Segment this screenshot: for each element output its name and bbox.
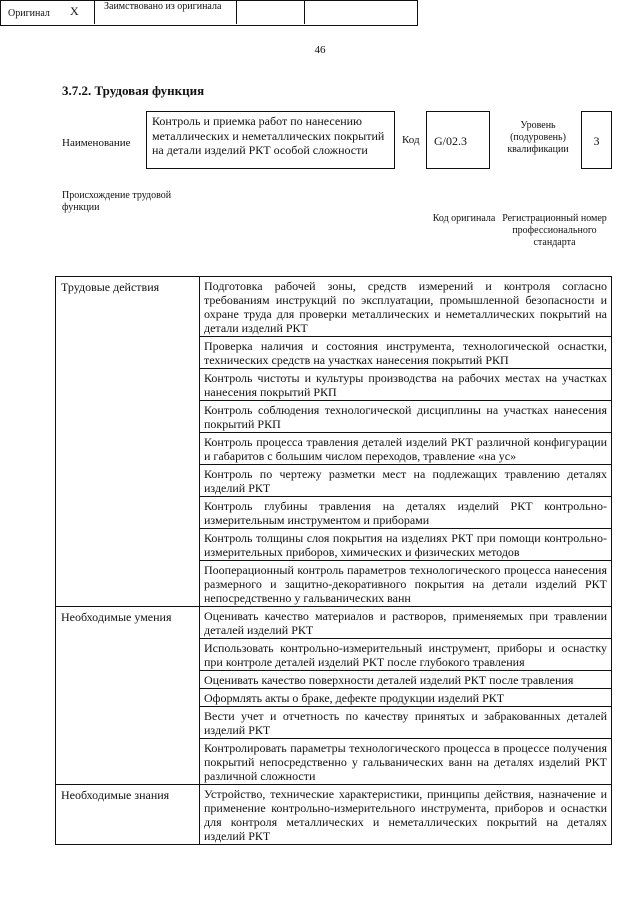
code-value: G/02.3	[426, 111, 490, 169]
section-title-skills: Необходимые умения	[56, 607, 200, 785]
labor-function-table	[55, 276, 612, 845]
original-label: Оригинал	[8, 8, 50, 19]
list-item: Контролировать параметры технологического процесса в процессе получения покрытий непосредственно у гальванических ванн на деталях изделий РКТ различной сложности	[200, 739, 612, 785]
list-item: Контроль глубины травления на деталях изделий РКТ контрольно-измерительным инструментом и приборами	[200, 497, 612, 529]
list-item: Пооперационный контроль параметров технологического процесса нанесения размерного и защитно-декоративного покрытия на детали изделий РКТ непосредственно у гальванических ванн	[200, 561, 612, 607]
list-item: Оформлять акты о браке, дефекте продукции изделий РКТ	[200, 689, 612, 707]
original-mark: X	[70, 4, 79, 18]
reg-number-caption: Регистрационный номер профессионального стандарта	[502, 213, 607, 248]
code-original-cell	[237, 0, 305, 24]
list-item: Контроль процесса травления деталей изделий РКТ различной конфигурации и габаритов с большим числом переходов, травление «на ус»	[200, 433, 612, 465]
list-item: Устройство, технические характеристики, принципы действия, назначение и применение контрольно-измерительного инструмента, приборов и оснастки для контроля металлических и неметаллических покрытий на деталях изделий РКТ	[200, 785, 612, 845]
section-title-actions: Трудовые действия	[56, 277, 200, 607]
origin-row	[0, 0, 418, 26]
list-item: Оценивать качество материалов и растворов, применяемых при травлении деталей изделий РКТ	[200, 607, 612, 639]
list-item: Оценивать качество поверхности деталей изделий РКТ после травления	[200, 671, 612, 689]
list-item: Использовать контрольно-измерительный инструмент, приборы и оснастку при контроле деталей изделий РКТ после глубокого травления	[200, 639, 612, 671]
borrowed-cell	[95, 0, 237, 24]
section-title-knowledge: Необходимые знания	[56, 785, 200, 845]
table-row	[56, 785, 612, 845]
list-item: Контроль соблюдения технологической дисциплины на участках нанесения покрытий РКП	[200, 401, 612, 433]
name-label: Наименование	[62, 137, 131, 149]
borrowed-label: Заимствовано из оригинала	[104, 1, 222, 12]
list-item: Контроль чистоты и культуры производства на рабочих местах на участках нанесения покрытий РКП	[200, 369, 612, 401]
name-value: Контроль и приемка работ по нанесению металлических и неметаллических покрытий на детали изделий РКТ особой сложности	[146, 111, 395, 169]
list-item: Контроль по чертежу разметки мест на подлежащих травлению деталях изделий РКТ	[200, 465, 612, 497]
table-row	[56, 277, 612, 337]
original-cell	[0, 0, 95, 24]
list-item: Вести учет и отчетность по качеству принятых и забракованных деталей изделий РКТ	[200, 707, 612, 739]
page-number: 46	[314, 44, 326, 56]
table-row	[56, 607, 612, 639]
list-item: Подготовка рабочей зоны, средств измерений и контроля согласно требованиям инструкций по эксплуатации, промышленной безопасности и охране труда для проверки металлических и неметаллических покрытий на детали изделий РКТ	[200, 277, 612, 337]
level-value: 3	[581, 111, 612, 169]
list-item: Проверка наличия и состояния инструмента, технологической оснастки, технических средств на участках нанесения покрытий РКП	[200, 337, 612, 369]
origin-label: Происхождение трудовой функции	[62, 190, 172, 213]
level-label: Уровень (подуровень) квалификации	[507, 120, 569, 155]
code-label: Код	[402, 134, 420, 146]
list-item: Контроль толщины слоя покрытия на изделиях РКТ при помощи контрольно-измерительных приборов, химических и физических методов	[200, 529, 612, 561]
section-title: 3.7.2. Трудовая функция	[62, 83, 205, 98]
reg-number-cell	[305, 0, 416, 24]
code-original-caption: Код оригинала	[432, 213, 496, 224]
